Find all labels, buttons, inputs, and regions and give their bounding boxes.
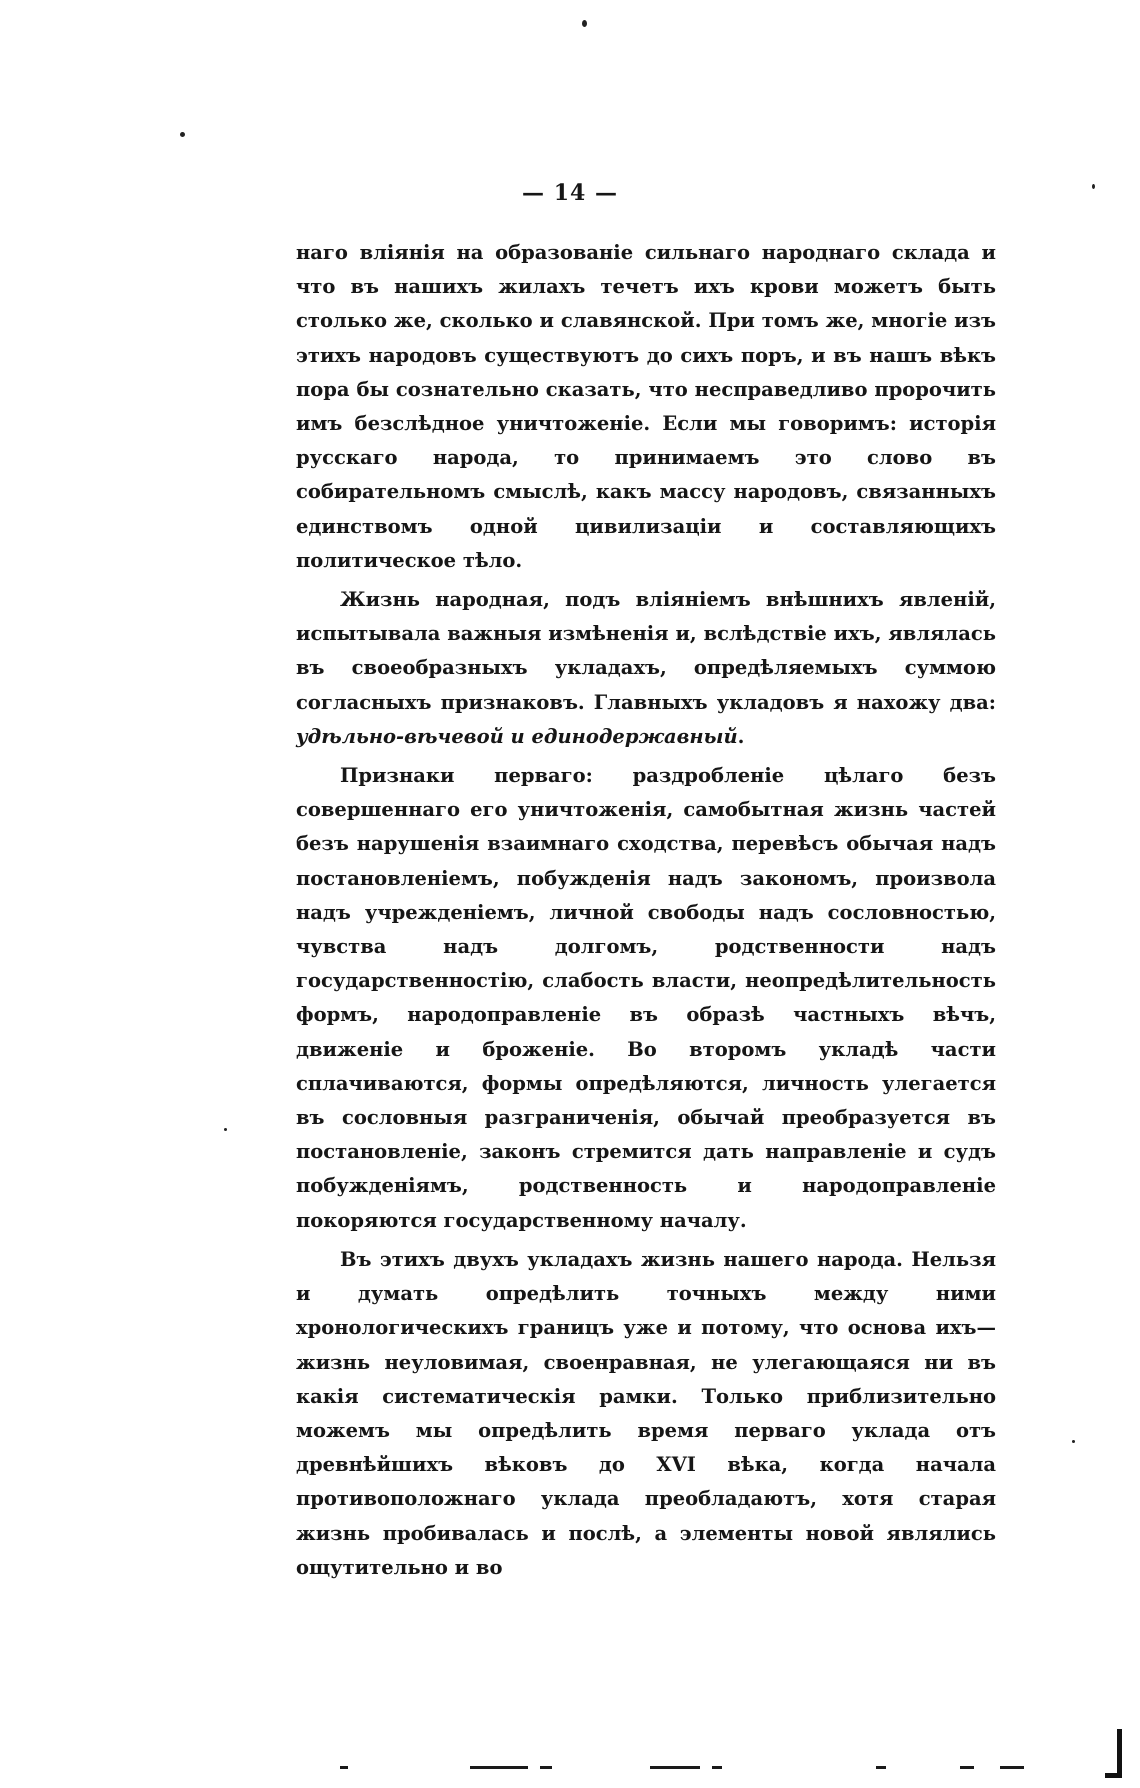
paragraph-2-text: Жизнь народная, подъ вліяніемъ внѣшнихъ явленій, испытывала важныя измѣненія и, вслѣдствіе ихъ, являлась въ своеобразныхъ укладахъ, опредѣляемыхъ суммою согласныхъ признаковъ. Главныхъ укладовъ я нахожу два: [296, 588, 996, 714]
scan-noise [340, 1766, 348, 1769]
scan-speck [180, 132, 185, 137]
paragraph-2-end: . [737, 724, 745, 748]
scan-noise [1000, 1766, 1024, 1769]
scan-speck [1072, 1440, 1075, 1443]
paragraph-2 [296, 583, 996, 754]
scan-noise [876, 1766, 886, 1769]
scan-noise [540, 1766, 552, 1769]
scan-corner-mark [1105, 1729, 1122, 1778]
paragraph-4: Въ этихъ двухъ укладахъ жизнь нашего народа. Нельзя и думать опредѣлить точныхъ между ними хронологическихъ границъ уже и потому, что основа ихъ—жизнь неуловимая, своенравная, не улегающаяся ни въ какія систематическія рамки. Только приблизительно можемъ мы опредѣлить время перваго уклада отъ древнѣйшихъ вѣковъ до XVI вѣка, когда начала противоположнаго уклада преобладаютъ, хотя старая жизнь пробивалась и послѣ, а элементы новой являлись ощутительно и во [296, 1247, 996, 1579]
paragraph-2-emphasis: удѣльно-вѣчевой и единодержавный [296, 724, 738, 748]
scan-noise [960, 1766, 974, 1769]
scan-speck [224, 1128, 227, 1131]
body-text [296, 236, 996, 1585]
scan-speck [582, 20, 587, 27]
scan-noise [470, 1766, 528, 1769]
scan-noise [650, 1766, 700, 1769]
paragraph-3: Признаки перваго: раздробленіе цѣлаго безъ совершеннаго его уничтоженія, самобытная жизнь частей безъ нарушенія взаимнаго сходства, перевѣсъ обычая надъ постановленіемъ, побужденія надъ закономъ, произвола надъ учрежденіемъ, личной свободы надъ сословностью, чувства надъ долгомъ, родственности надъ государственностію, слабость власти, неопредѣлительность формъ, народоправленіе въ образѣ частныхъ вѣчъ, движеніе и броженіе. Во второмъ укладѣ части сплачиваются, формы опредѣляются, личность улегается въ сословныя разграниченія, обычай преобразуется въ постановленіе, законъ стремится дать направленіе и судъ побужденіямъ, родственность и народоправленіе покоряются государственному началу. [296, 764, 996, 1232]
paragraph-1: наго вліянія на образованіе сильнаго народнаго склада и что въ нашихъ жилахъ течетъ ихъ крови можетъ быть столько же, сколько и славянской. При томъ же, многіе изъ этихъ народовъ существуютъ до сихъ поръ, и въ нашъ вѣкъ пора бы сознательно сказать, что несправедливо пророчить имъ безслѣдное уничтоженіе. Если мы говоримъ: исторія русскаго народа, то принимаемъ это слово въ собирательномъ смыслѣ, какъ массу народовъ, связанныхъ единствомъ одной цивилизаціи и составляющихъ политическое тѣло. [296, 241, 996, 572]
page-number: — 14 — [522, 180, 618, 206]
scan-noise [712, 1766, 722, 1769]
